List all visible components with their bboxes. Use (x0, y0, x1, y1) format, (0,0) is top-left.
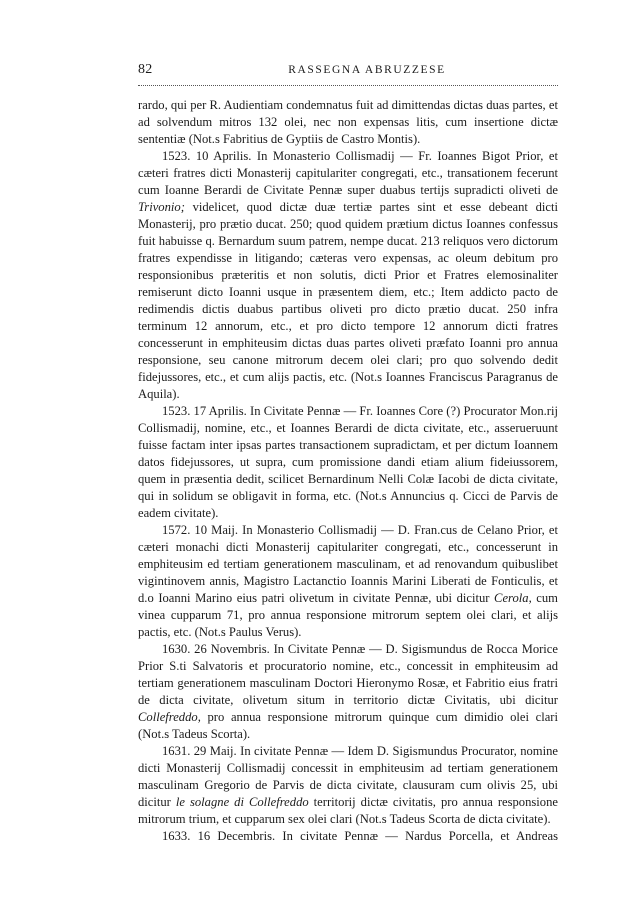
entry-text: 1572. 10 Maij. In Monasterio Collismadij — D. Fran.cus de Celano Prior, et cæteri monachi dicti Monasterij capitulariter congregati, etc., concesserunt in emphiteusim ed tertiam generationem masculinam, et ad renovandum quibuslibet vigintinovem annis, Magistro Lactanctio Ioannis Marini Liberati de Fonticulis, et d.o Ioanni Marino eius patri olivetum in civitate Pennæ, ubi dicitur (138, 523, 558, 605)
entry-1523-17-aprilis: 1523. 17 Aprilis. In Civitate Pennæ — Fr. Ioannes Core (?) Procurator Mon.rij Collismadij, nomine, etc., et Ioannes Berardi de dicta civitate, etc., asserueruunt fuisse factam inter ipsas partes transactionem supradictam, et per dictum Ioannem datos fidejussores, ut supra, cum promissione dandi etiam alium fideiussorem, quem in præsentia dedit, scilicet Bernardinum Nelli Colæ Iacobi de dicta civitate, qui in solidum se obligavit in forma, etc. (Not.s Annuncius q. Cicci de Parvis de eadem civitate). (138, 404, 558, 520)
page-number: 82 (138, 62, 153, 77)
entry-text: 1630. 26 Novembris. In Civitate Pennæ — D. Sigismundus de Rocca Morice Prior S.ti Salvatoris et procuratorio nomine, etc., concessit in emphiteusim ad tertiam generationem masculinam Doctori Hieronymo Rosæ, et Fabritio eius fratri de dicta civitate, olivetum situm in territorio dictæ Civitatis, ubi dicitur (138, 642, 558, 707)
entry-1631-29-maij (138, 743, 558, 828)
running-title: RASSEGNA ABRUZZESE (288, 64, 446, 76)
place-name-italic: Cerola, (494, 591, 532, 605)
entry-text: 1631. 29 Maij. In civitate Pennæ — Idem D. Sigismundus Procurator, nomine dicti Monasterij Collismadij concessit in emphiteusim ad tertiam generationem masculinam Gregorio de Parvis de dicta civitate, clausuram cum olivis 25, ubi dicitur (138, 744, 558, 809)
place-name-italic: Collefreddo, (138, 710, 201, 724)
entry-1523-10-aprilis (138, 148, 558, 403)
body-text (138, 97, 558, 845)
entry-text: territorij dictæ civitatis, pro annua responsione mitrorum trium, et cupparum sex olei clari (Not.s Tadeus Scorta de dicta civitate). (138, 795, 558, 826)
entry-text: cum vinea cupparum 71, pro annua responsione mitrorum septem olei clari, et alijs pactis, etc. (Not.s Paulus Verus). (138, 591, 558, 639)
place-name-italic: le solagne di Collefreddo (175, 795, 309, 809)
entry-text: 1523. 10 Aprilis. In Monasterio Collismadij — Fr. Ioannes Bigot Prior, et cæteri fratres dicti Monasterij capitulariter congregati, etc., transationem fecerunt cum Ioanne Berardi de Civitate Pennæ super duabus tertijs supradicti oliveti de (138, 149, 558, 197)
header-rule (138, 85, 558, 86)
running-head (138, 62, 558, 82)
entry-1572-10-maij (138, 522, 558, 641)
paragraph-continuation: rardo, qui per R. Audientiam condemnatus fuit ad dimittendas dictas duas partes, et ad solvendum mitros 132 olei, nec non expensas litis, cum insertione dictæ sententiæ (Not.s Fabritius de Gyptiis de Castro Montis). (138, 98, 558, 146)
place-name-italic: Trivonio; (138, 200, 185, 214)
entry-text: videlicet, quod dictæ duæ tertiæ partes sint et esse debeant dicti Monasterij, pro prætio ducat. 250; quod quidem prætium dictus Ioannes confessus fuit habuisse q. Bernardum suum patrem, nempe ducat. 213 reliquos vero dictorum fratres expendisse in litigando; cæteras vero expensas, ac oleum debitum pro responsionibus præteritis et non solutis, dicti Prior et Fratres elemosinaliter remiserunt dicto Ioanni usque in præsentem diem, etc.; Item addicto pacto de redimendis dictis duabus partibus oliveti pro dicto prætio ducat. 250 infra terminum 12 annorum, etc., et pro dicto tempore 12 annorum dicti fratres concesserunt in emphiteusim dictas duas partes oliveti præfato Ioanni pro annua responsione, seu canone mitrorum decem olei clari; pro quo solvendo dedit fidejussores, etc., et cum alijs pactis, etc. (Not.s Ioannes Franciscus Paragranus de Aquila). (138, 200, 558, 401)
entry-1630-26-novembris (138, 641, 558, 743)
entry-text: pro annua responsione mitrorum quinque cum dimidio olei clari (Not.s Tadeus Scorta). (138, 710, 558, 741)
entry-1633-16-decembris: 1633. 16 Decembris. In civitate Pennæ — Nardus Porcella, et Andreas (162, 829, 558, 843)
